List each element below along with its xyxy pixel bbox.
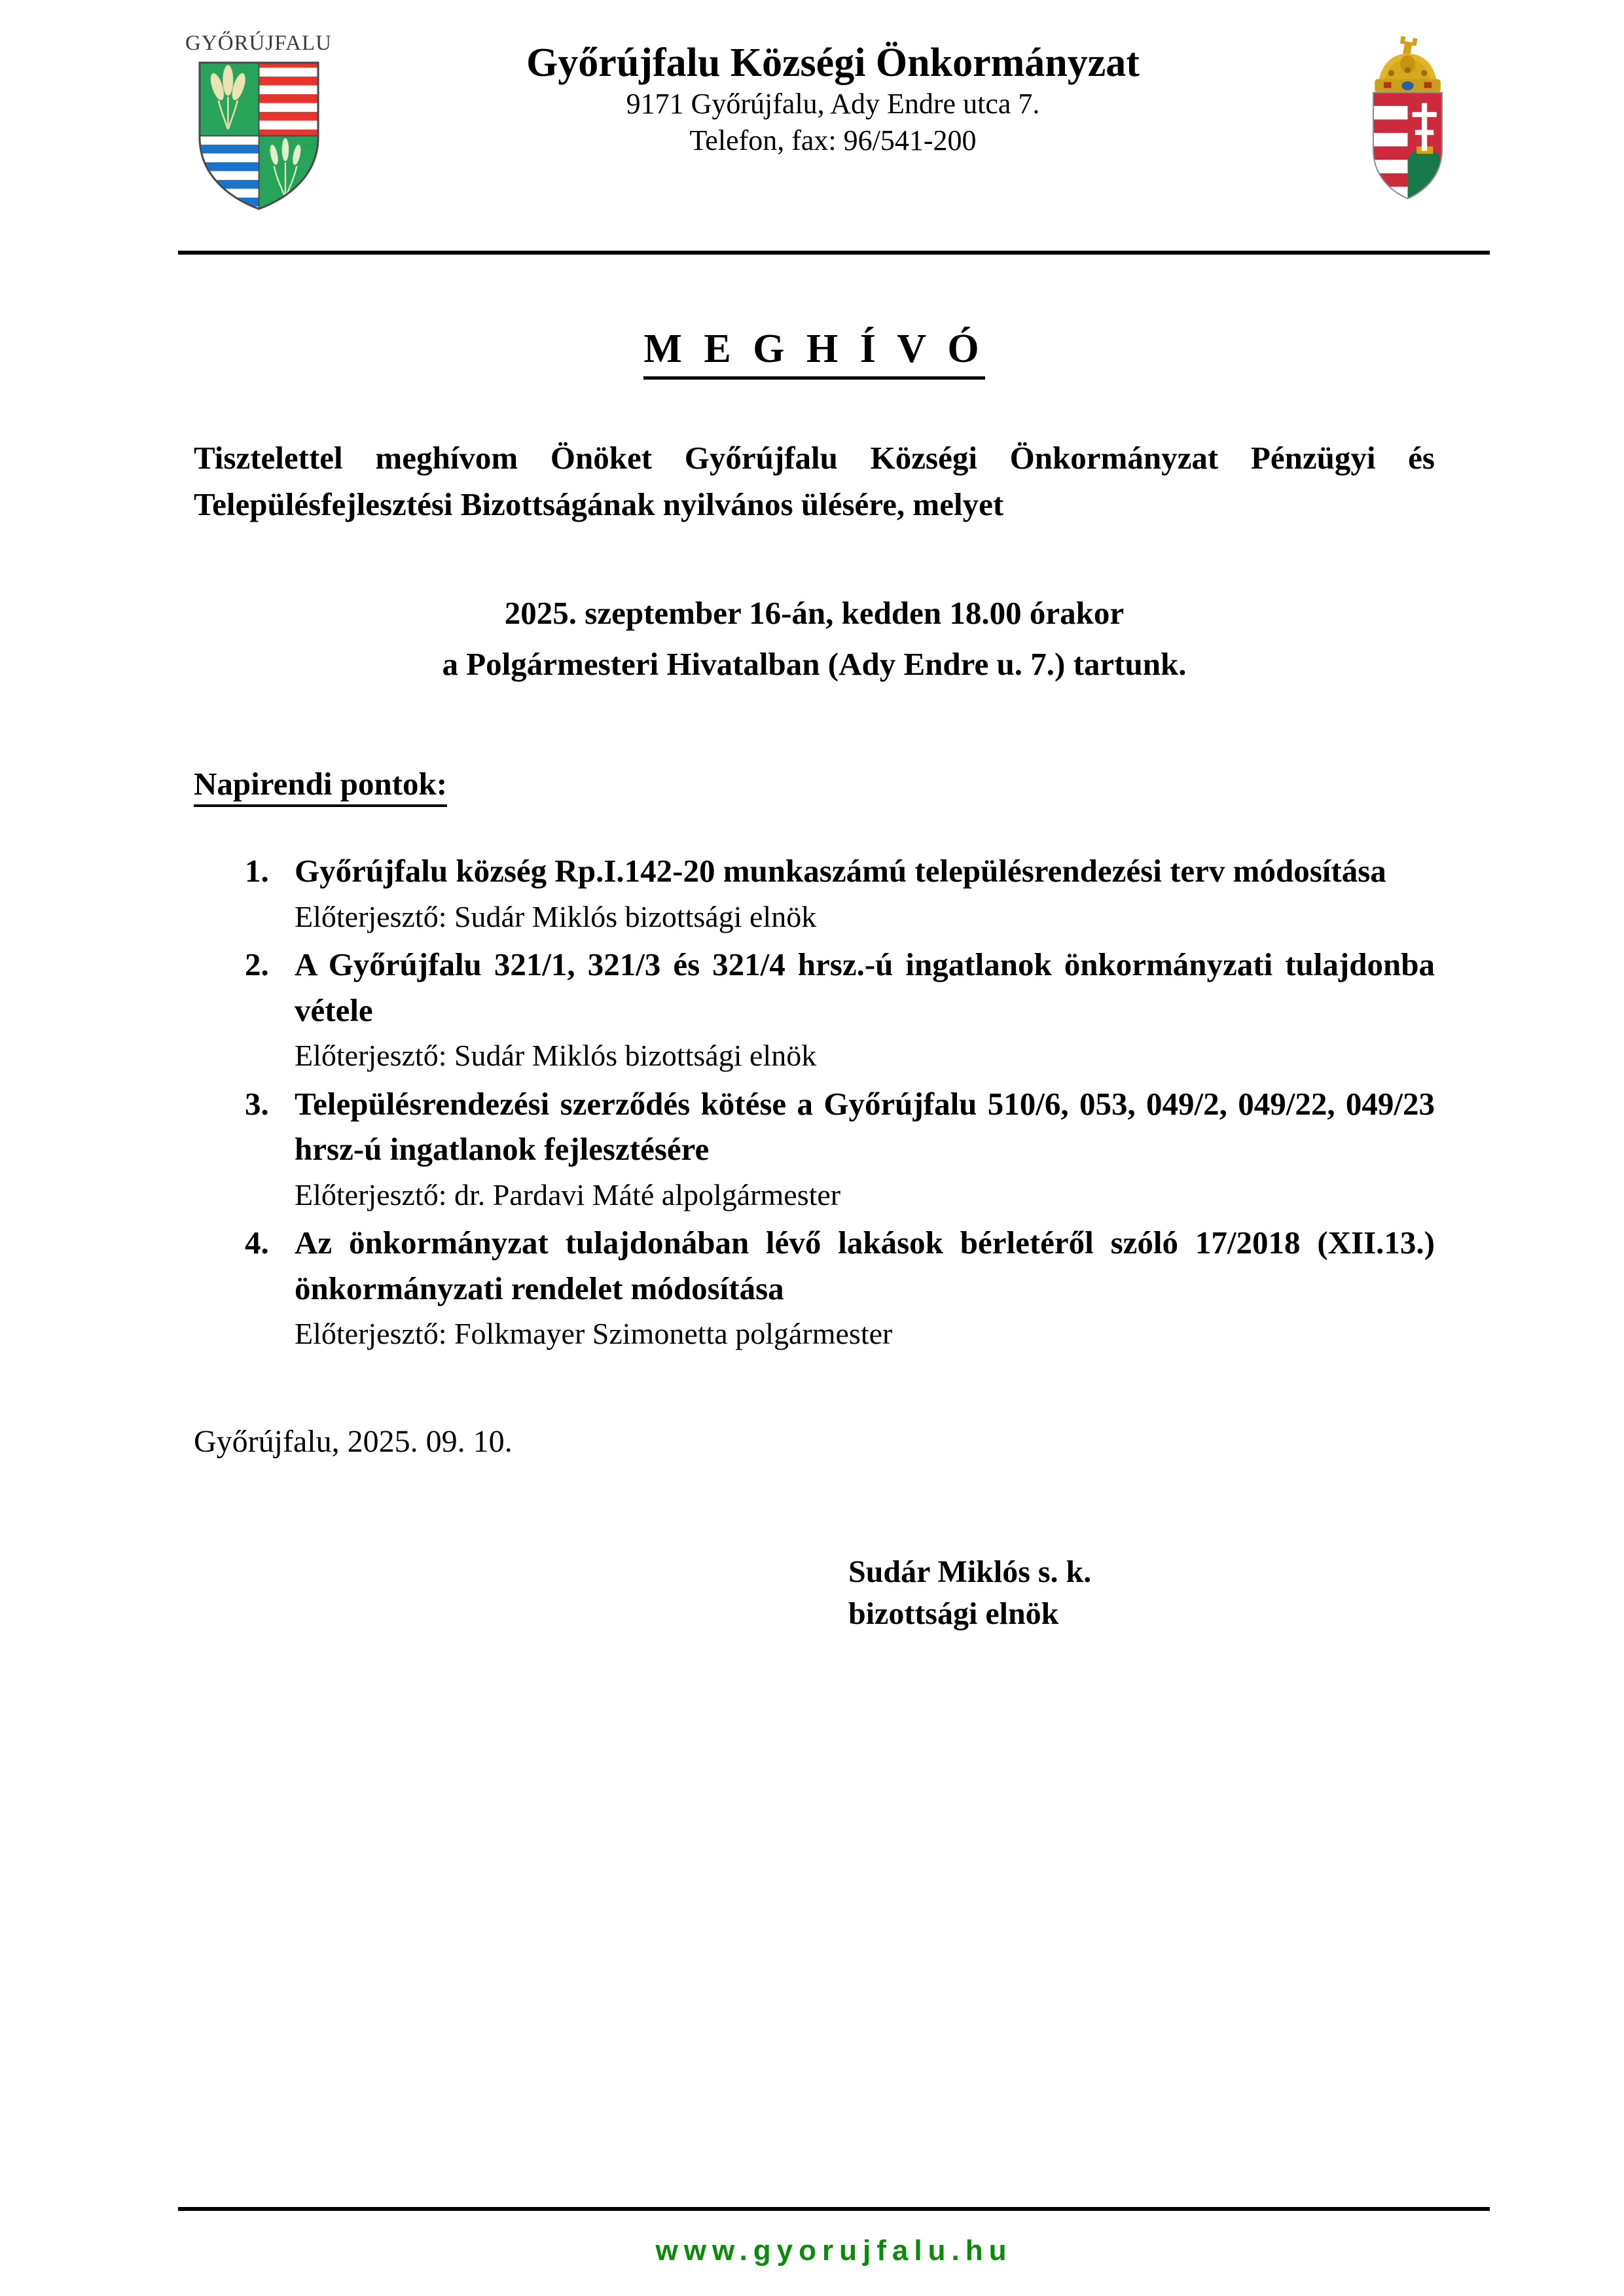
organization-address: 9171 Győrújfalu, Ady Endre utca 7.: [626, 88, 1040, 120]
national-crest-block: [1326, 26, 1489, 206]
agenda-item: [194, 848, 1435, 938]
agenda-item-title: Az önkormányzat tulajdonában lévő lakások bérletéről szóló 17/2018 (XII.13.) önkormányzati rendelet módosítása: [295, 1225, 1435, 1306]
hungary-national-coat-of-arms-icon: [1354, 33, 1462, 206]
header-divider: [178, 251, 1490, 255]
agenda-heading-text: Napirendi pontok:: [194, 766, 447, 807]
agenda-item-presenter: Előterjesztő: dr. Pardavi Máté alpolgármester: [295, 1177, 841, 1211]
meeting-location: a Polgármesteri Hivatalban (Ady Endre u. 7.) tartunk.: [442, 645, 1187, 682]
organization-identity: [340, 26, 1326, 158]
document-header: [177, 26, 1489, 242]
footer-website-link[interactable]: www.gyorujfalu.hu: [655, 2234, 1013, 2267]
agenda-heading: [194, 765, 1435, 802]
agenda-item-number: 4.: [245, 1225, 269, 1261]
agenda-item: [194, 942, 1435, 1077]
agenda-list: [194, 848, 1435, 1355]
agenda-item-number: 1.: [245, 853, 269, 889]
agenda-item: [194, 1081, 1435, 1216]
agenda-item-presenter: Előterjesztő: Folkmayer Szimonetta polgármester: [295, 1317, 893, 1351]
agenda-item-title: A Győrújfalu 321/1, 321/3 és 321/4 hrsz.-ú ingatlanok önkormányzati tulajdonba vétele: [295, 946, 1435, 1028]
signature-name: Sudár Miklós s. k.: [848, 1554, 1092, 1589]
meeting-datetime: 2025. szeptember 16-án, kedden 18.00 órakor: [504, 595, 1125, 632]
agenda-item-number: 2.: [245, 946, 269, 983]
invitation-intro-paragraph: Tisztelettel meghívom Önöket Győrújfalu Községi Önkormányzat Pénzügyi és Településfejlesztési Bizottságának nyilvános ülésére, melyet: [194, 440, 1435, 522]
agenda-item-title: Településrendezési szerződés kötése a Győrújfalu 510/6, 053, 049/2, 049/22, 049/23 hrsz-ú ingatlanok fejlesztésére: [295, 1085, 1435, 1168]
gyorujfalu-village-coat-of-arms-icon: [195, 59, 323, 213]
footer-divider: [178, 2207, 1490, 2211]
signature-role: bizottsági elnök: [848, 1596, 1059, 1631]
document-body: [194, 301, 1435, 1635]
organization-phone: Telefon, fax: 96/541-200: [689, 124, 977, 156]
document-title-text: M E G H Í V Ó: [643, 327, 984, 380]
document-title: [194, 326, 1435, 372]
agenda-item-presenter: Előterjesztő: Sudár Miklós bizottsági elnök: [295, 1039, 817, 1073]
place-and-date: Győrújfalu, 2025. 09. 10.: [194, 1424, 513, 1459]
village-crest-label: GYŐRÚJFALU: [185, 31, 332, 55]
village-crest-block: [177, 26, 340, 213]
agenda-item: [194, 1220, 1435, 1355]
organization-title: Győrújfalu Községi Önkormányzat: [526, 41, 1140, 85]
agenda-item-title: Győrújfalu község Rp.I.142-20 munkaszámú településrendezési terv módosítása: [295, 853, 1386, 889]
signature-block: [848, 1551, 1435, 1636]
agenda-item-presenter: Előterjesztő: Sudár Miklós bizottsági elnök: [295, 899, 817, 933]
agenda-item-number: 3.: [245, 1085, 269, 1122]
